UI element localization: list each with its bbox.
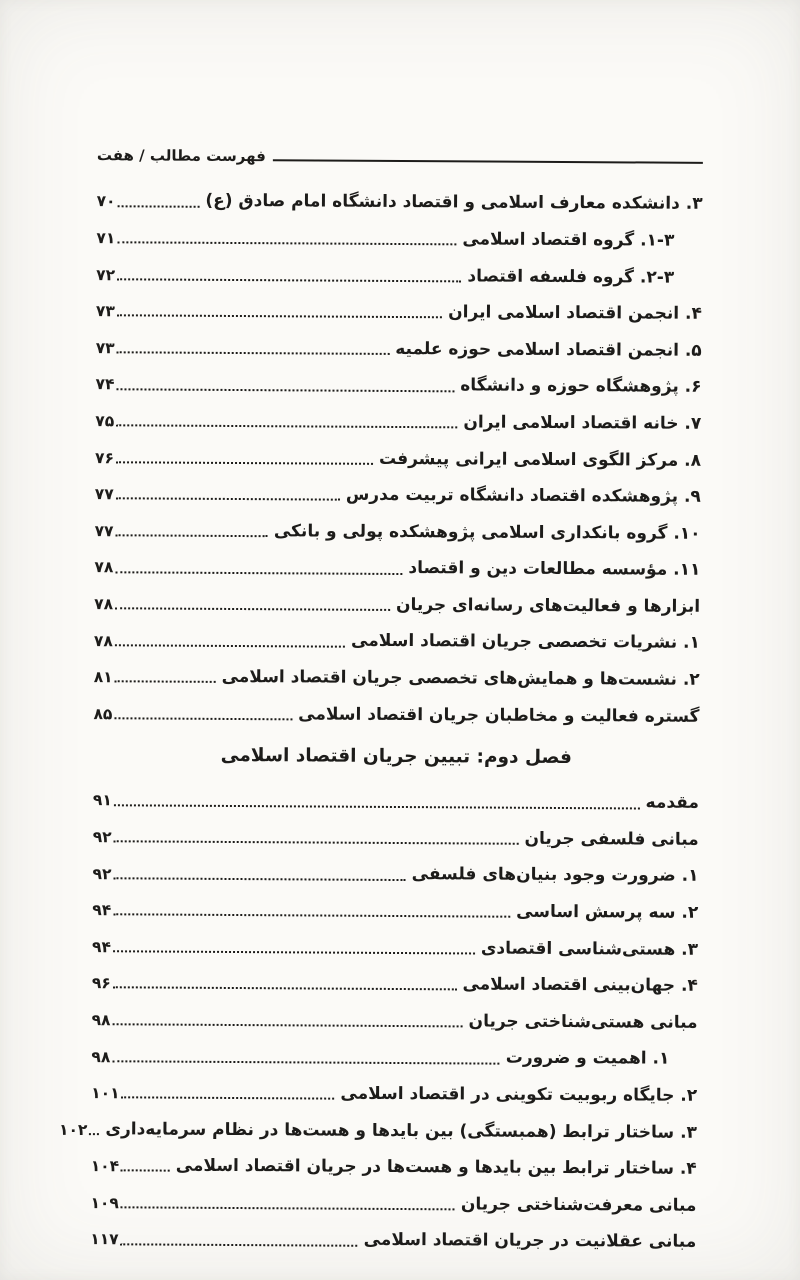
toc-row bbox=[96, 328, 702, 368]
toc-row bbox=[95, 510, 701, 550]
toc-leader-dots bbox=[116, 424, 457, 428]
toc-row bbox=[96, 218, 702, 258]
toc-leader-dots bbox=[112, 1060, 500, 1064]
toc-page-number: ۹۸ bbox=[91, 1047, 111, 1066]
header-rule bbox=[273, 159, 703, 164]
toc-row bbox=[94, 547, 700, 587]
toc-row bbox=[90, 1183, 696, 1223]
toc-page bbox=[58, 139, 703, 1259]
chapter-heading-title: فصل دوم: تبیین جریان اقتصاد اسلامی bbox=[220, 745, 572, 769]
toc-entry-title: ۴. جهان‌بینی اقتصاد اسلامی bbox=[462, 974, 698, 997]
toc-leader-dots bbox=[116, 388, 454, 392]
toc-entry-title: ۴. ساختار ترابط بین بایدها و هست‌ها در جریان اقتصاد اسلامی bbox=[175, 1155, 697, 1180]
toc-entry-title: ۷. خانه اقتصاد اسلامی ایران bbox=[463, 412, 702, 434]
toc-leader-dots bbox=[114, 804, 640, 809]
toc-leader-dots bbox=[116, 498, 340, 501]
toc-page-number: ۷۸ bbox=[94, 595, 114, 614]
toc-leader-dots bbox=[121, 1243, 358, 1246]
toc-leader-dots bbox=[118, 205, 200, 207]
toc-entry-title: مبانی فلسفی جریان bbox=[524, 828, 699, 850]
toc-entry-title: ۳. هستی‌شناسی اقتصادی bbox=[480, 938, 699, 960]
toc-row bbox=[92, 1000, 698, 1040]
toc-row bbox=[95, 401, 701, 441]
toc-page-number: ۷۱ bbox=[96, 229, 116, 248]
toc-row bbox=[58, 1109, 698, 1149]
toc-entry-title: ۲. نشست‌ها و همایش‌های تخصصی جریان اقتصاد اسلامی bbox=[221, 666, 700, 690]
toc-entry-title: ۸. مرکز الگوی اسلامی ایرانی پیشرفت bbox=[378, 448, 702, 471]
toc-page-number: ۱۰۱ bbox=[91, 1084, 120, 1103]
toc-row bbox=[97, 181, 703, 221]
toc-row bbox=[93, 693, 699, 733]
toc-row bbox=[94, 657, 700, 697]
toc-page-number: ۹۴ bbox=[92, 937, 112, 956]
toc-page-number: ۷۴ bbox=[95, 375, 115, 394]
toc-page-number: ۹۶ bbox=[91, 974, 111, 993]
toc-leader-dots bbox=[115, 607, 390, 611]
toc-entry-title: مقدمه bbox=[645, 792, 700, 814]
toc-entry-title: ۹. پژوهشکده اقتصاد دانشگاه تربیت مدرس bbox=[345, 484, 701, 507]
toc-page-number: ۹۱ bbox=[92, 791, 112, 810]
toc-row bbox=[93, 817, 699, 857]
toc-leader-dots bbox=[117, 278, 461, 282]
toc-entry-title: گستره فعالیت و مخاطبان جریان اقتصاد اسلامی bbox=[298, 704, 700, 727]
toc-row bbox=[92, 926, 698, 966]
toc-entry-title: مبانی هستی‌شناختی جریان bbox=[468, 1011, 698, 1033]
toc-row bbox=[95, 474, 701, 514]
toc-row bbox=[95, 364, 701, 404]
header-title: فهرست مطالب / هفت bbox=[96, 145, 266, 165]
toc-entry-title: ۱۰. گروه بانکداری اسلامی پژوهشکده پولی و بانکی bbox=[273, 520, 701, 544]
toc-page-number: ۱۰۴ bbox=[90, 1157, 120, 1176]
toc-entry-title: ۱۱. مؤسسه مطالعات دین و اقتصاد bbox=[408, 558, 701, 581]
toc-row bbox=[91, 1036, 697, 1076]
toc-page-number: ۹۸ bbox=[91, 1011, 111, 1030]
toc-leader-dots bbox=[89, 1133, 99, 1135]
toc-row bbox=[92, 963, 698, 1003]
toc-entry-title: مبانی معرفت‌شناختی جریان bbox=[460, 1194, 697, 1216]
toc-row bbox=[94, 584, 700, 624]
toc-page-number: ۹۴ bbox=[92, 901, 112, 920]
toc-leader-dots bbox=[121, 1206, 455, 1210]
toc-row bbox=[92, 853, 698, 893]
toc-entry-title: ۱. نشریات تخصصی جریان اقتصاد اسلامی bbox=[350, 631, 700, 654]
toc-row bbox=[96, 254, 702, 294]
toc-list bbox=[58, 181, 703, 1259]
toc-leader-dots bbox=[114, 717, 292, 720]
toc-leader-dots bbox=[121, 1170, 170, 1172]
toc-page-number: ۷۷ bbox=[94, 485, 114, 504]
toc-entry-title: ۵. انجمن اقتصاد اسلامی حوزه علمیه bbox=[395, 338, 702, 361]
toc-leader-dots bbox=[116, 534, 268, 537]
toc-entry-title: ۲-۳. گروه فلسفه اقتصاد bbox=[467, 265, 675, 288]
toc-row bbox=[92, 890, 698, 930]
toc-leader-dots bbox=[116, 461, 373, 465]
toc-leader-dots bbox=[113, 1023, 463, 1027]
toc-page-number: ۷۲ bbox=[96, 265, 116, 284]
toc-page-number: ۷۳ bbox=[95, 302, 115, 321]
toc-row bbox=[90, 1219, 696, 1259]
toc-leader-dots bbox=[117, 241, 456, 245]
toc-row bbox=[95, 437, 701, 477]
toc-page-number: ۷۷ bbox=[94, 521, 114, 541]
toc-entry-title: ۳. ساختار ترابط (همبستگی) بین بایدها و هست‌ها در نظام سرمایه‌داری bbox=[105, 1118, 698, 1143]
toc-page-number: ۷۰ bbox=[96, 192, 116, 211]
toc-entry-title: ۲. جایگاه ربوبیت تکوینی در اقتصاد اسلامی bbox=[340, 1083, 698, 1106]
toc-row bbox=[91, 1146, 697, 1186]
toc-leader-dots bbox=[117, 351, 390, 355]
toc-entry-title: مبانی عقلانیت در جریان اقتصاد اسلامی bbox=[363, 1230, 697, 1253]
toc-entry-title: ۳. دانشکده معارف اسلامی و اقتصاد دانشگاه امام صادق (ع) bbox=[205, 191, 703, 215]
toc-entry-title: ۶. پژوهشگاه حوزه و دانشگاه bbox=[460, 375, 702, 398]
toc-page-number: ۹۲ bbox=[92, 828, 112, 847]
toc-page-number: ۷۸ bbox=[94, 558, 114, 577]
toc-row bbox=[96, 291, 702, 331]
toc-entry-title: ۱-۳. گروه اقتصاد اسلامی bbox=[462, 229, 675, 251]
toc-page-number: ۱۰۲ bbox=[58, 1120, 88, 1139]
toc-page-number: ۷۵ bbox=[95, 412, 115, 431]
toc-leader-dots bbox=[122, 1097, 335, 1100]
toc-page-number: ۹۲ bbox=[92, 864, 112, 883]
toc-leader-dots bbox=[113, 877, 405, 881]
toc-page-number: ۸۵ bbox=[93, 704, 113, 724]
toc-leader-dots bbox=[113, 950, 475, 954]
toc-row bbox=[94, 620, 700, 660]
toc-row bbox=[91, 1073, 697, 1113]
toc-leader-dots bbox=[113, 987, 457, 991]
toc-leader-dots bbox=[115, 681, 216, 684]
toc-leader-dots bbox=[115, 571, 402, 575]
toc-entry-title: ۱. ضرورت وجود بنیان‌های فلسفی bbox=[411, 864, 699, 887]
toc-leader-dots bbox=[117, 315, 442, 319]
toc-page-number: ۷۸ bbox=[93, 631, 113, 650]
toc-leader-dots bbox=[113, 914, 510, 918]
toc-entry-title: ابزارها و فعالیت‌های رسانه‌ای جریان bbox=[396, 594, 701, 617]
chapter-heading bbox=[93, 730, 699, 784]
toc-page-number: ۸۱ bbox=[93, 668, 113, 687]
toc-leader-dots bbox=[114, 840, 519, 844]
toc-entry-title: ۴. انجمن اقتصاد اسلامی ایران bbox=[448, 302, 703, 324]
toc-page-number: ۷۶ bbox=[95, 448, 115, 467]
toc-page-number: ۱۱۷ bbox=[90, 1230, 119, 1249]
toc-entry-title: ۱. اهمیت و ضرورت bbox=[505, 1048, 670, 1070]
toc-page-number: ۱۰۹ bbox=[90, 1194, 119, 1213]
toc-leader-dots bbox=[115, 644, 345, 647]
page-header bbox=[97, 139, 703, 169]
toc-entry-title: ۲. سه پرسش اساسی bbox=[516, 901, 699, 923]
toc-page-number: ۷۳ bbox=[95, 338, 115, 358]
toc-row bbox=[93, 780, 699, 820]
